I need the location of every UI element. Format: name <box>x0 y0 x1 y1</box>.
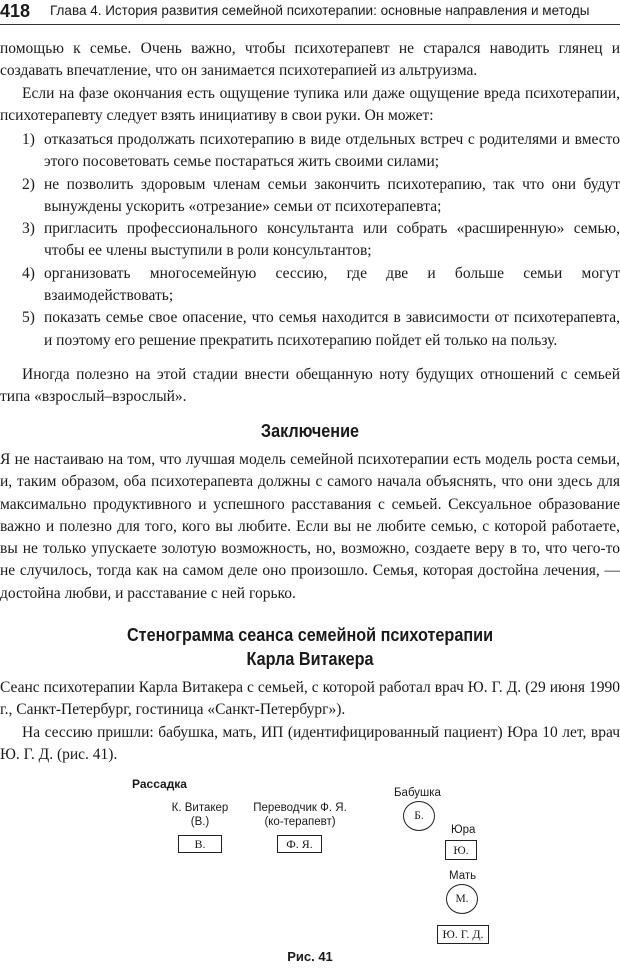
list-item: 3) пригласить профессионального консультанта или собрать «расширенную» семью, чтобы ее члены выступили в роли консультантов; <box>22 220 620 260</box>
section-heading-transcript-2: Карла Витакера <box>246 649 374 669</box>
translator-seat: Ф. Я. <box>277 835 322 853</box>
translator-label: Переводчик Ф. Я. (ко-терапевт) <box>253 802 347 828</box>
section-heading-transcript-1: Стенограмма сеанса семейной психотерапии <box>126 625 494 645</box>
options-list <box>0 129 620 352</box>
mother-label: Мать <box>449 870 477 882</box>
running-header <box>0 0 620 25</box>
figure-title: Рассадка <box>132 777 187 791</box>
running-title: Глава 4. История развития семейной психотерапии: основные направления и методы <box>50 3 590 18</box>
paragraph-5: Сеанс психотерапии Карла Витакера с семьей, с которой работал врач Ю. Г. Д. (29 июня 1990 г., Санкт-Петербург, гостиница «Санкт-Петербург»). <box>0 679 620 719</box>
whitaker-seat: В. <box>178 835 222 853</box>
grandmother-seat: Б. <box>403 801 435 831</box>
mother-seat: М. <box>446 884 478 914</box>
paragraph-2: Если на фазе окончания есть ощущение тупика или даже ощущение вреда психотерапии, психотерапевту следует взять инициативу в свои руки. Он может: <box>0 85 620 125</box>
whitaker-label: К. Витакер (В.) <box>171 802 229 828</box>
doctor-seat: Ю. Г. Д. <box>437 925 489 944</box>
figure-caption: Рис. 41 <box>287 949 333 964</box>
section-heading-conclusion: Заключение <box>260 421 360 441</box>
yura-label: Юра <box>451 824 476 836</box>
paragraph-3: Иногда полезно на этой стадии внести обещанную ноту будущих отношений с семьей типа «взрослый–взрослый». <box>0 366 620 406</box>
list-item: 2) не позволить здоровым членам семьи закончить психотерапию, так что они будут вынуждены ускорить «отрезание» семьи от психотерапевта; <box>22 175 620 215</box>
list-item: 5) показать семье свое опасение, что семья находится в зависимости от психотерапевта, и поэтому его решение прекратить психотерапию пойдет ей только на пользу. <box>22 309 620 349</box>
paragraph-6: На сессию пришли: бабушка, мать, ИП (идентифицированный пациент) Юра 10 лет, врач Ю. Г. Д. (рис. 41). <box>0 724 620 764</box>
yura-seat: Ю. <box>445 840 477 860</box>
page-number: 418 <box>0 1 31 21</box>
paragraph-4: Я не настаиваю на том, что лучшая модель семейной психотерапии есть модель роста семьи, и, таким образом, оба психотерапевта должны с самого начала объяснять, что они здесь для максимально продуктивного и успешного расставания с семьей. Сексуальное образование важно и полезно для того, кого вы любите. Если вы не любите семью, с которой работаете, вы не только упускаете золотую возможность, но, возможно, создаете веру в то, что чего-то не случилось, тогда как на самом деле оно произошло. Семья, которая достойна лечения, — достойна любви, и расставание с ней горько. <box>0 451 620 602</box>
paragraph-1: помощью к семье. Очень важно, чтобы психотерапевт не старался наводить глянец и создавать впечатление, что он занимается психотерапией из альтруизма. <box>0 40 620 80</box>
list-item: 1) отказаться продолжать психотерапию в виде отдельных встреч с родителями и вместо этого посоветовать семье постараться жить своими силами; <box>22 131 620 171</box>
grandmother-label: Бабушка <box>394 787 441 799</box>
list-item: 4) организовать многосемейную сессию, где две и больше семьи могут взаимодействовать; <box>22 264 620 305</box>
